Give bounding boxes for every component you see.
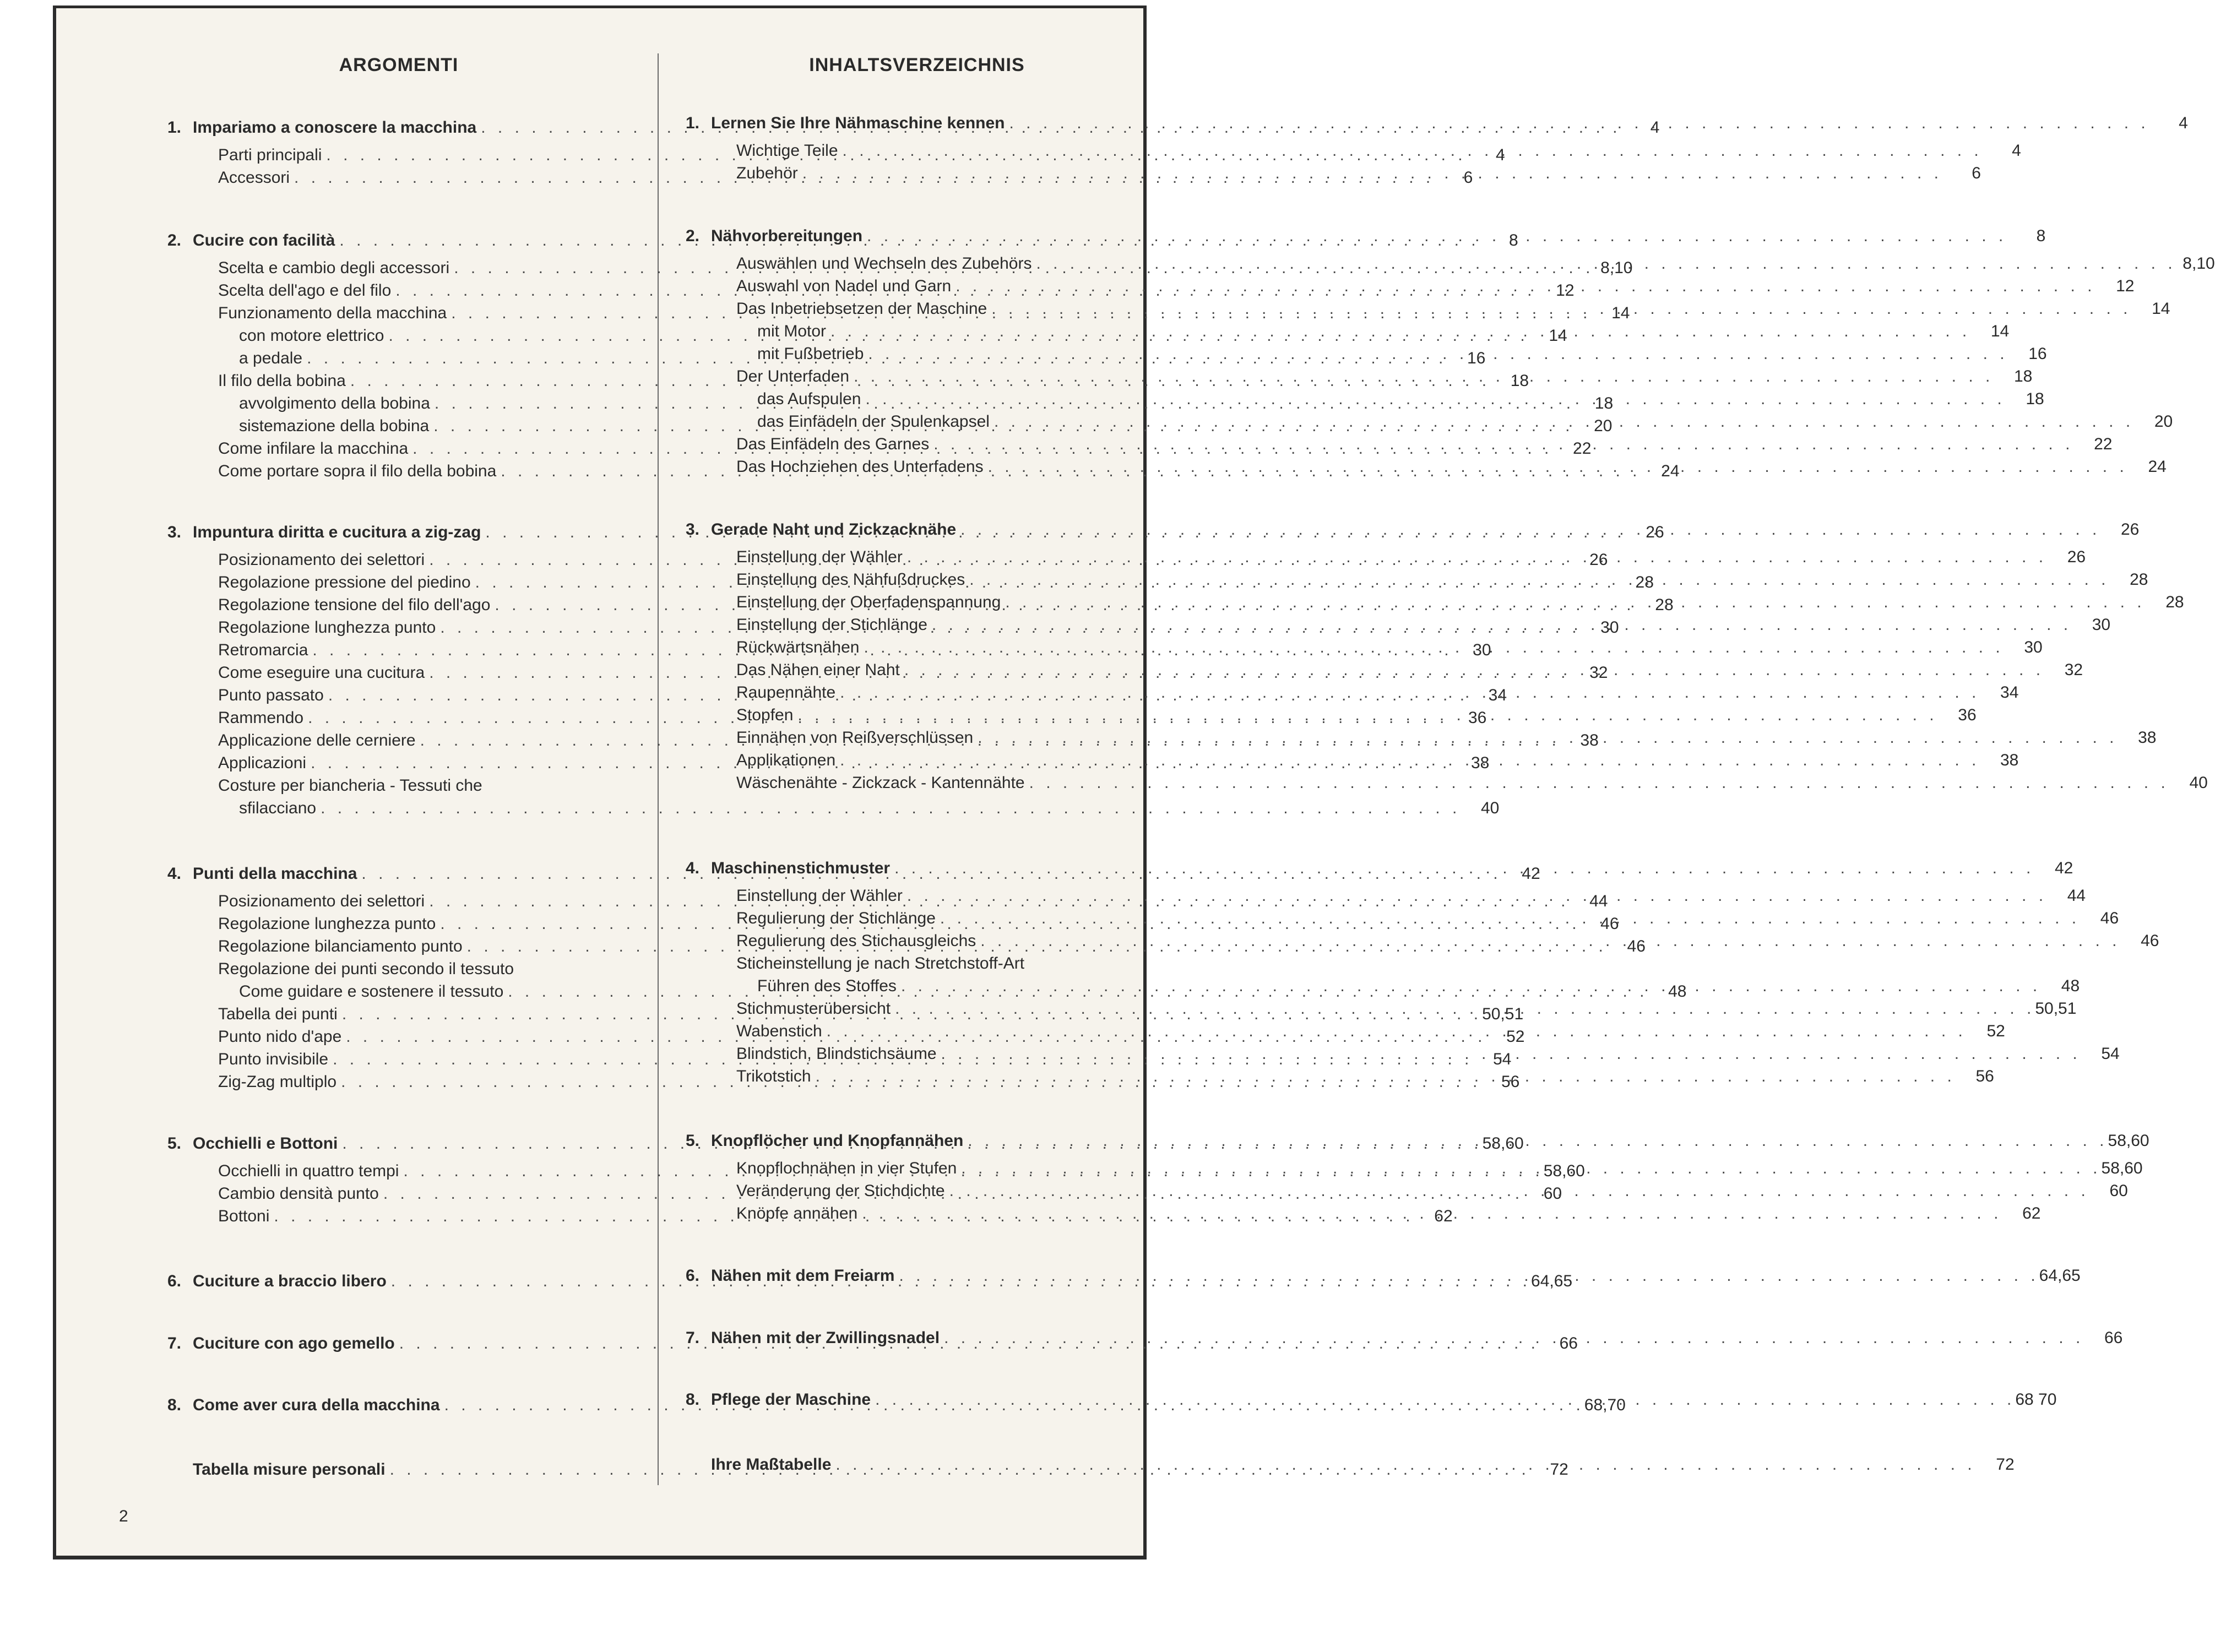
toc-entry (686, 300, 2170, 322)
entry-number: 7. (167, 1334, 182, 1352)
entry-label: Nähen mit der Zwillingsnadel (711, 1329, 940, 1347)
entry-number: 6. (167, 1272, 182, 1290)
entry-number: 2. (686, 227, 700, 245)
entry-page-number: 58,60 (1482, 1134, 1524, 1153)
entry-page-number: 14 (1549, 327, 1567, 345)
toc-section (686, 859, 2159, 1090)
entry-label: a pedale (239, 349, 303, 367)
dot-leader (963, 1132, 2108, 1150)
entry-page-number: 50,51 (1482, 1005, 1524, 1023)
entry-label: Impuntura diritta e cucitura a zig-zag (193, 523, 481, 541)
entry-label: Regulierung der Stichlänge (736, 909, 936, 927)
toc-entry (686, 548, 2086, 570)
dot-leader (990, 412, 2134, 431)
entry-page-number: 30 (2092, 616, 2111, 634)
dot-leader (316, 799, 1461, 818)
entry-label: Regulierung des Stichausgleichs (736, 932, 976, 950)
entry-label: Costure per biancheria - Tessuti che (218, 776, 482, 795)
entry-page-number: 18 (2026, 390, 2044, 408)
entry-number: 5. (167, 1134, 182, 1153)
toc-entry (686, 706, 1977, 729)
entry-page-number: 34 (1488, 686, 1507, 704)
toc-entry (686, 1182, 2128, 1204)
entry-label: Impariamo a conoscere la macchina (193, 118, 477, 137)
dot-leader (987, 300, 2131, 318)
entry-page-number: 54 (1492, 1050, 1512, 1068)
entry-page-number: 34 (2000, 683, 2019, 702)
entry-label: mit Motor (757, 322, 827, 340)
entry-page-number: 52 (1506, 1028, 1525, 1046)
entry-label: Cambio densità punto (218, 1184, 379, 1203)
entry-label: Regolazione pressione del piedino (218, 573, 471, 591)
entry-page-number: 46 (2100, 909, 2119, 927)
entry-page-number: 8,10 (2183, 254, 2215, 273)
entry-page-number: 44 (2067, 887, 2086, 905)
toc-entry (686, 1045, 2120, 1067)
toc-entry (686, 277, 2135, 300)
toc-entry (686, 887, 2086, 909)
entry-label: Zig-Zag multiplo (218, 1073, 337, 1091)
entry-label: Wäschenähte - Zickzack - Kantennähte (736, 774, 1025, 792)
toc-section-title (686, 227, 2046, 254)
entry-label: Cuciture a braccio libero (193, 1272, 387, 1290)
toc-entry (686, 142, 2021, 164)
toc-entry (686, 254, 2215, 277)
entry-page-number: 38 (2138, 729, 2157, 747)
entry-page-number: 62 (2022, 1204, 2041, 1222)
entry-number: 1. (686, 114, 700, 132)
entry-label: Stichmusterübersicht (736, 999, 891, 1018)
dot-leader (862, 227, 2007, 246)
toc-entry (686, 932, 2159, 954)
toc-entry (686, 458, 2167, 480)
entry-page-number: 20 (1594, 417, 1613, 435)
toc-heading-german: INHALTSVERZEICHNIS (809, 55, 1025, 75)
dot-leader (951, 277, 2095, 296)
entry-label: Regolazione bilanciamento punto (218, 937, 463, 955)
entry-label: Knöpfe annähen (736, 1204, 858, 1222)
entry-label: Punti della macchina (193, 865, 357, 883)
entry-page-number: 22 (2094, 435, 2113, 453)
toc-entry (686, 322, 2010, 345)
dot-leader (857, 1204, 2002, 1223)
entry-label: Das Hochziehen des Unterfadens (736, 458, 984, 476)
toc-section-title (686, 1267, 2081, 1294)
toc-section (686, 227, 2215, 480)
entry-page-number: 4 (2012, 142, 2021, 160)
entry-label: Retromarcia (218, 641, 308, 659)
dot-leader (976, 932, 2120, 950)
entry-page-number: 42 (1522, 865, 1540, 883)
entry-label: Cucire con facilità (193, 231, 335, 249)
manual-page (53, 6, 2215, 1559)
entry-label: Regolazione lunghezza punto (218, 915, 436, 933)
dot-leader (903, 548, 2047, 567)
entry-page-number: 56 (1501, 1073, 1520, 1091)
entry-label: con motore elettrico (239, 327, 384, 345)
entry-page-number: 32 (2064, 661, 2083, 679)
entry-page-number: 64,65 (2039, 1267, 2081, 1285)
entry-label: Wichtige Teile (736, 142, 838, 160)
toc-section-title (686, 1132, 2149, 1159)
toc-section-title (686, 1390, 2057, 1418)
entry-label: Sticheinstellung je nach Stretchstoff-Art (736, 954, 1025, 972)
entry-label: Applicazione delle cerniere (218, 731, 416, 749)
entry-label: Einnähen von Reißverschlüssen (736, 729, 974, 747)
entry-label: Wabenstich (736, 1022, 822, 1040)
toc-entry (686, 593, 2184, 616)
entry-page-number: 38 (1580, 731, 1599, 749)
toc-entry (686, 1022, 2005, 1045)
entry-page-number: 54 (2101, 1045, 2120, 1063)
toc-section (686, 520, 2208, 796)
toc-entry (686, 954, 1148, 977)
entry-label: Führen des Stoffes (757, 977, 897, 995)
entry-page-number: 52 (1986, 1022, 2005, 1040)
toc-entry (686, 909, 2119, 932)
dot-leader (1005, 114, 2149, 133)
entry-label: Trikotstich (736, 1067, 811, 1085)
entry-label: Knopflochnähen in vier Stufen (736, 1159, 957, 1177)
entry-page-number: 28 (1655, 596, 1674, 614)
dot-leader (831, 1455, 1975, 1474)
toc-entry (686, 977, 2080, 999)
entry-page-number: 18 (1510, 372, 1529, 390)
dot-leader (1032, 254, 2176, 273)
entry-label: Nähvorbereitungen (711, 227, 863, 245)
entry-label: Das Inbetriebsetzen der Maschine (736, 300, 987, 318)
entry-label: Punto invisibile (218, 1050, 329, 1068)
entry-page-number: 46 (1600, 915, 1619, 933)
dot-leader (945, 1182, 2089, 1200)
toc-entry (686, 683, 2019, 706)
entry-number: 2. (167, 231, 182, 249)
toc-entry (686, 774, 2208, 796)
toc-section (686, 1132, 2149, 1227)
entry-page-number: 18 (2013, 367, 2033, 385)
entry-page-number: 62 (1434, 1207, 1453, 1225)
toc-section (686, 114, 2188, 187)
entry-page-number: 64,65 (1531, 1272, 1573, 1290)
toc-entry (686, 1204, 2041, 1227)
dot-leader (838, 142, 1983, 160)
entry-page-number: 38 (2000, 751, 2019, 769)
entry-page-number: 18 (1594, 394, 1614, 412)
entry-page-number: 46 (2141, 932, 2159, 950)
entry-page-number: 4 (2179, 114, 2188, 132)
entry-number: 3. (167, 523, 182, 541)
entry-label: Blindstich, Blindstichsäume (736, 1045, 937, 1063)
entry-label: avvolgimento della bobina (239, 394, 430, 412)
entry-label: Come portare sopra il filo della bobina (218, 462, 497, 480)
toc-heading-italian: ARGOMENTI (339, 55, 459, 75)
entry-label: Regolazione lunghezza punto (218, 618, 436, 637)
entry-page-number: 56 (1975, 1067, 1994, 1085)
entry-label: Einstellung der Wähler (736, 548, 903, 566)
dot-leader (1025, 774, 2169, 792)
dot-leader (822, 1022, 1967, 1041)
entry-page-number: 36 (1958, 706, 1977, 724)
entry-page-number: 46 (1627, 937, 1646, 955)
entry-label: Scelta dell'ago e del filo (218, 281, 392, 300)
entry-page-number: 6 (1463, 169, 1473, 187)
entry-page-number: 66 (2104, 1329, 2123, 1347)
toc-section (686, 1390, 2057, 1418)
toc-entry (686, 164, 1981, 187)
dot-leader (894, 1267, 2039, 1285)
entry-label: Lernen Sie Ihre Nähmaschine kennen (711, 114, 1005, 132)
dot-leader (835, 683, 1980, 702)
entry-label: Applicazioni (218, 754, 307, 772)
entry-label: Knopflöcher und Knopfannähen (711, 1132, 964, 1150)
toc-entry (686, 435, 2113, 458)
dot-leader (1001, 593, 2145, 612)
entry-label: sfilacciano (239, 799, 317, 817)
entry-label: Auswählen und Wechseln des Zubehörs (736, 254, 1032, 273)
dot-leader (864, 345, 2008, 363)
entry-label: Posizionamento dei selettori (218, 892, 425, 910)
dot-leader (984, 458, 2128, 476)
entry-page-number: 58,60 (2101, 1159, 2143, 1177)
toc-section (686, 1455, 2015, 1483)
entry-label: Ihre Maßtabelle (711, 1455, 832, 1474)
entry-page-number: 20 (2154, 412, 2173, 431)
entry-page-number: 36 (1468, 709, 1487, 727)
entry-number: 4. (167, 865, 182, 883)
toc-entry (167, 776, 630, 799)
entry-page-number: 26 (2067, 548, 2086, 566)
entry-label: Einstellung der Oberfadenspannung (736, 593, 1001, 611)
entry-page-number: 72 (1550, 1460, 1568, 1479)
toc-section-title (686, 859, 2073, 887)
dot-leader (835, 751, 1980, 770)
dot-leader (956, 520, 2100, 539)
entry-page-number: 14 (1611, 304, 1630, 322)
toc-section-title (686, 1329, 2123, 1356)
entry-page-number: 8,10 (1600, 259, 1633, 277)
toc-entry (686, 616, 2111, 638)
entry-page-number: 8 (2036, 227, 2046, 245)
entry-label: Bottoni (218, 1207, 270, 1225)
entry-page-number: 60 (2109, 1182, 2128, 1200)
entry-page-number: 26 (2121, 520, 2140, 539)
entry-page-number: 68 70 (2015, 1390, 2057, 1409)
entry-page-number: 24 (1661, 462, 1680, 480)
toc-section-title (686, 520, 2140, 548)
page-number: 2 (119, 1507, 128, 1525)
entry-number: 5. (686, 1132, 700, 1150)
entry-label: Das Nähen einer Naht (736, 661, 900, 679)
dot-leader (929, 435, 2073, 454)
entry-page-number: 16 (1467, 349, 1486, 367)
entry-label: sistemazione della bobina (239, 417, 430, 435)
entry-label: Punto nido d'ape (218, 1028, 342, 1046)
dot-leader (871, 1390, 2015, 1409)
entry-label: Tabella dei punti (218, 1005, 338, 1023)
dot-leader (900, 661, 2044, 680)
entry-label: Der Unterfaden (736, 367, 850, 385)
toc-section (686, 1267, 2081, 1294)
entry-page-number: 30 (1473, 641, 1491, 659)
entry-label: Rückwärtsnähen (736, 638, 860, 656)
dot-leader (793, 706, 1937, 725)
entry-label: das Einfädeln der Spulenkapsel (757, 412, 990, 431)
toc-entry (686, 390, 2044, 412)
dot-leader (973, 729, 2118, 747)
toc-entry (686, 1159, 2143, 1182)
entry-label: Come infilare la macchina (218, 439, 409, 458)
entry-page-number: 48 (2061, 977, 2080, 995)
entry-page-number: 26 (1646, 523, 1664, 541)
toc-entry (686, 570, 2148, 593)
entry-label: Einstellung der Wähler (736, 887, 903, 905)
entry-page-number: 22 (1573, 439, 1592, 458)
entry-label: Applikationen (736, 751, 836, 769)
entry-number: 6. (686, 1267, 700, 1285)
entry-page-number: 44 (1589, 892, 1608, 910)
dot-leader (826, 322, 1970, 341)
entry-page-number: 14 (1990, 322, 2010, 340)
entry-page-number: 4 (1650, 118, 1660, 137)
entry-label: Accessori (218, 169, 290, 187)
entry-page-number: 16 (2028, 345, 2047, 363)
entry-label: Zubehör (736, 164, 798, 182)
entry-label: Cuciture con ago gemello (193, 1334, 395, 1352)
entry-label: Occhielli e Bottoni (193, 1134, 338, 1153)
entry-label: Rammendo (218, 709, 304, 727)
toc-entry (686, 345, 2047, 367)
toc-section-title (686, 114, 2188, 142)
dot-leader (965, 570, 2109, 589)
entry-label: Raupennähte (736, 683, 836, 702)
entry-page-number: 42 (2054, 859, 2073, 877)
entry-number: 7. (686, 1329, 700, 1347)
dot-leader (849, 367, 1994, 386)
entry-label: das Aufspulen (757, 390, 861, 408)
entry-page-number: 32 (1589, 664, 1608, 682)
entry-page-number: 58,60 (2108, 1132, 2149, 1150)
toc-entry (686, 729, 2157, 751)
entry-page-number: 66 (1559, 1334, 1578, 1352)
entry-page-number: 30 (1600, 618, 1619, 637)
entry-number: 3. (686, 520, 700, 539)
dot-leader (811, 1067, 1956, 1086)
entry-label: Pflege der Maschine (711, 1390, 871, 1409)
entry-label: Einstellung des Nähfußdruckes (736, 570, 965, 589)
entry-label: Das Einfädeln des Garnes (736, 435, 930, 453)
dot-leader (957, 1159, 2101, 1178)
toc-entry (686, 1067, 1994, 1090)
entry-label: Punto passato (218, 686, 324, 704)
dot-leader (903, 887, 2047, 905)
dot-leader (936, 909, 2080, 928)
entry-page-number: 40 (2189, 774, 2208, 792)
dot-leader (937, 1045, 2081, 1063)
entry-page-number: 28 (2165, 593, 2184, 611)
entry-page-number: 48 (1668, 982, 1687, 1001)
entry-page-number: 4 (1495, 146, 1505, 164)
entry-page-number: 28 (1635, 573, 1654, 591)
dot-leader (890, 859, 2034, 878)
entry-number: 1. (167, 118, 182, 137)
dot-leader (927, 616, 2072, 634)
entry-page-number: 28 (2130, 570, 2148, 589)
entry-label: Posizionamento dei selettori (218, 551, 425, 569)
entry-page-number: 68,70 (1584, 1396, 1626, 1414)
entry-page-number: 58,60 (1543, 1162, 1585, 1180)
entry-label: Scelta e cambio degli accessori (218, 259, 450, 277)
entry-label: Occhielli in quattro tempi (218, 1162, 399, 1180)
entry-page-number: 24 (2148, 458, 2167, 476)
entry-label: Gerade Naht und Zickzacknähe (711, 520, 957, 539)
entry-number: 4. (686, 859, 700, 877)
entry-label: Come eseguire una cucitura (218, 664, 425, 682)
entry-label: Veränderung der Stichdichte (736, 1182, 945, 1200)
toc-entry (686, 751, 2019, 774)
dot-leader (897, 977, 2041, 996)
entry-label: Come guidare e sostenere il tessuto (239, 982, 504, 1001)
entry-page-number: 14 (2152, 300, 2170, 318)
toc-section-title (686, 1455, 2015, 1483)
entry-page-number: 26 (1589, 551, 1608, 569)
entry-page-number: 72 (1996, 1455, 2015, 1474)
dot-leader (940, 1329, 2084, 1347)
entry-label: Stopfen (736, 706, 794, 724)
entry-label: Regolazione dei punti secondo il tessuto (218, 960, 514, 978)
toc-section (686, 1329, 2123, 1356)
entry-page-number: 60 (1543, 1184, 1562, 1203)
entry-label: Il filo della bobina (218, 372, 346, 390)
toc-entry (167, 960, 630, 982)
entry-page-number: 8 (1508, 231, 1518, 249)
toc-entry (686, 638, 2043, 661)
toc-entry (686, 367, 2033, 390)
toc-entry (167, 799, 1500, 822)
entry-page-number: 30 (2024, 638, 2043, 656)
toc-entry (686, 412, 2173, 435)
entry-label: Parti principali (218, 146, 322, 164)
entry-page-number: 38 (1470, 754, 1490, 772)
entry-number: 8. (167, 1396, 182, 1414)
entry-label: Maschinenstichmuster (711, 859, 891, 877)
entry-label: Regolazione tensione del filo dell'ago (218, 596, 491, 614)
entry-label: Auswahl von Nadel und Garn (736, 277, 952, 295)
toc-entry (686, 661, 2083, 683)
entry-page-number: 12 (1556, 281, 1575, 300)
toc-entry (686, 999, 2077, 1022)
entry-label: Come aver cura della macchina (193, 1396, 440, 1414)
dot-leader (859, 638, 2004, 657)
dot-leader (891, 999, 2035, 1018)
entry-number: 8. (686, 1390, 700, 1409)
entry-label: mit Fußbetrieb (757, 345, 864, 363)
entry-page-number: 50,51 (2035, 999, 2077, 1018)
entry-page-number: 12 (2116, 277, 2135, 295)
entry-page-number: 6 (1972, 164, 1981, 182)
dot-leader (861, 390, 2005, 409)
dot-leader (798, 164, 1942, 183)
entry-label: Funzionamento della macchina (218, 304, 447, 322)
entry-label: Tabella misure personali (193, 1460, 386, 1479)
entry-label: Nähen mit dem Freiarm (711, 1267, 895, 1285)
entry-page-number: 40 (1480, 799, 1500, 817)
entry-label: Einstellung der Stichlänge (736, 616, 927, 634)
